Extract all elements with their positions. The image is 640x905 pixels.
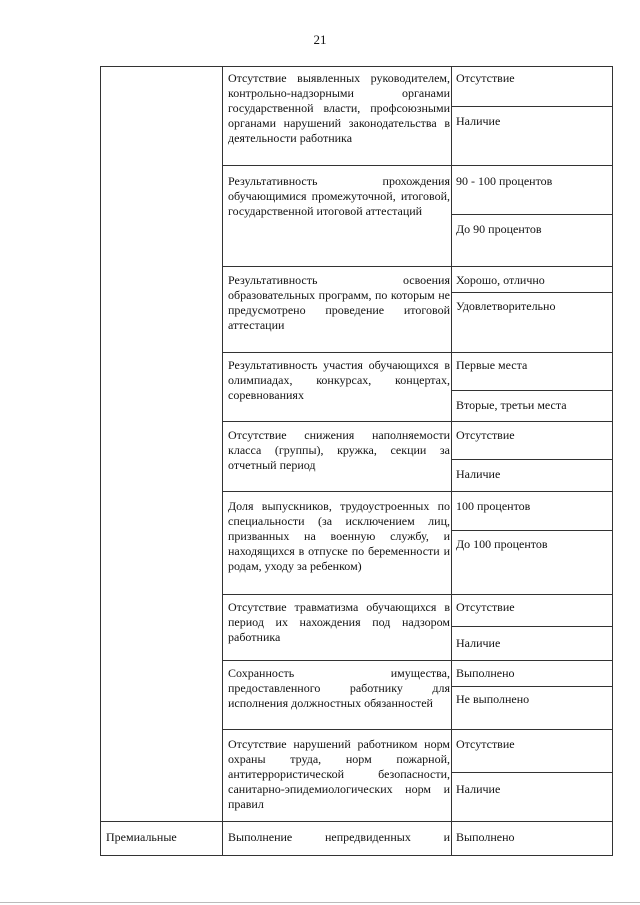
criterion-text: Отсутствие снижения наполняемости класса (группы), кружка, секции за отчетный период: [228, 428, 450, 472]
column-divider-1: [222, 66, 223, 856]
value-text: Первые места: [456, 358, 528, 372]
row-separator: [222, 660, 613, 661]
row-separator: [222, 352, 613, 353]
value-text: Отсутствие: [456, 600, 515, 614]
value-separator: [451, 292, 613, 293]
value-text: Наличие: [456, 636, 501, 650]
page-number: 21: [313, 32, 327, 47]
value-separator: [451, 626, 613, 627]
value-text: Выполнено: [456, 830, 515, 844]
row-separator: [222, 491, 613, 492]
category-label: Премиальные: [106, 830, 177, 844]
scan-edge-line: [0, 902, 640, 903]
value-separator: [451, 530, 613, 531]
value-text: Наличие: [456, 467, 501, 481]
row-separator: [222, 421, 613, 422]
value-text: 90 - 100 процентов: [456, 174, 553, 188]
row-separator: [222, 594, 613, 595]
value-text: Наличие: [456, 782, 501, 796]
value-text: Хорошо, отлично: [456, 273, 545, 287]
value-text: Отсутствие: [456, 71, 515, 85]
table-border-left: [100, 66, 101, 856]
value-text: До 100 процентов: [456, 537, 548, 551]
value-text: Выполнено: [456, 666, 515, 680]
row-separator: [222, 729, 613, 730]
table-border-right: [612, 66, 613, 856]
criterion-text: Отсутствие травматизма обучающихся в период их нахождения под надзором работника: [228, 600, 450, 644]
criterion-text: Результативность прохождения обучающимися промежуточной, итоговой, государственной итоговой аттестаций: [228, 174, 450, 218]
value-separator: [451, 686, 613, 687]
value-text: 100 процентов: [456, 499, 531, 513]
value-separator: [451, 106, 613, 107]
value-text: Не выполнено: [456, 692, 530, 706]
criterion-text: Отсутствие нарушений работником норм охраны труда, норм пожарной, антитеррористической безопасности, санитарно-эпидемиологических норм и правил: [228, 737, 450, 811]
column-divider-2: [451, 66, 452, 856]
value-text: Отсутствие: [456, 737, 515, 751]
row-separator: [100, 821, 613, 822]
table-border-bottom: [100, 855, 613, 856]
value-separator: [451, 772, 613, 773]
table-border-top: [100, 66, 613, 67]
value-separator: [451, 459, 613, 460]
value-separator: [451, 214, 613, 215]
criterion-text: Результативность участия обучающихся в олимпиадах, конкурсах, концертах, соревнованиях: [228, 358, 450, 402]
criterion-text: Доля выпускников, трудоустроенных по специальности (за исключением лиц, призванных на военную службу, и находящихся в отпуске по беременности и родам, уходу за ребенком): [228, 499, 450, 573]
criterion-text: Результативность освоения образовательных программ, по которым не предусмотрено проведение итоговой аттестации: [228, 273, 450, 332]
value-text: До 90 процентов: [456, 222, 542, 236]
value-text: Отсутствие: [456, 428, 515, 442]
value-text: Удовлетворительно: [456, 299, 556, 313]
value-separator: [451, 390, 613, 391]
criterion-text: Сохранность имущества, предоставленного работнику для исполнения должностных обязанностей: [228, 666, 450, 710]
criterion-text: Выполнение непредвиденных и: [228, 830, 450, 844]
row-separator: [222, 266, 613, 267]
value-text: Вторые, третьи места: [456, 398, 567, 412]
row-separator: [222, 165, 613, 166]
criterion-text: Отсутствие выявленных руководителем, контрольно-надзорными органами государственной власти, профсоюзными органами нарушений законодательства в деятельности работника: [228, 71, 450, 145]
value-text: Наличие: [456, 114, 501, 128]
